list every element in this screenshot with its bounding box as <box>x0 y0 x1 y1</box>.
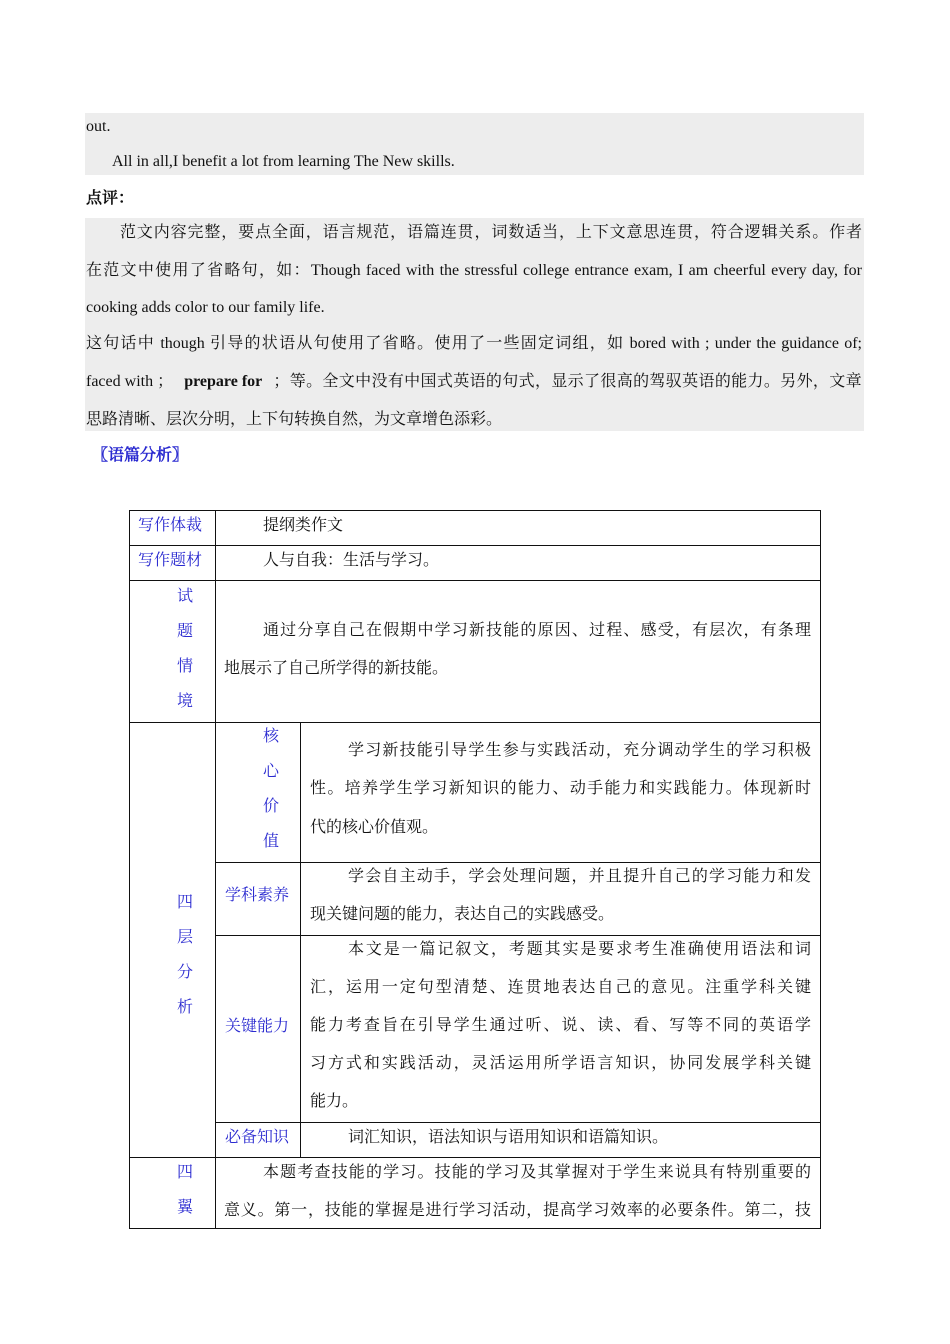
table-border-top <box>129 510 821 511</box>
four-layers-label-char: 析 <box>176 999 193 1016</box>
core-line-2: 性。培养学生学习新知识的能力、动手能力和实践能力。体现新时 <box>310 780 811 797</box>
core-label-char: 价 <box>262 798 279 815</box>
literacy-line-1: 学会自主动手，学会处理问题，并且提升自己的学习能力和发 <box>348 868 811 885</box>
comment-shade <box>85 218 864 431</box>
comment-line-5-bold: prepare for <box>184 373 263 390</box>
core-label-char: 值 <box>262 833 279 850</box>
core-line-1: 学习新技能引导学生参与实践活动，充分调动学生的学习积极 <box>348 742 811 759</box>
table-subrow-divider-2 <box>215 935 821 936</box>
comment-line-4: 这句话中 though 引导的状语从句使用了省略。使用了一些固定词组，如 bored with ; under the guidance of; <box>86 335 862 352</box>
genre-value: 提纲类作文 <box>263 517 344 534</box>
table-row-divider-4 <box>129 1157 821 1158</box>
comment-line-5-b: ；等。全文中没有中国式英语的句式，显示了很高的驾驭英语的能力。另外，文章 <box>273 373 862 390</box>
key-ability-label: 关键能力 <box>225 1018 290 1035</box>
table-border-left <box>129 510 130 1229</box>
theme-label: 写作题材 <box>138 552 203 569</box>
context-label-char: 题 <box>176 623 193 640</box>
essay-line-1: out. <box>86 118 111 135</box>
context-label-char: 试 <box>176 588 193 605</box>
literacy-label: 学科素养 <box>225 887 290 904</box>
core-line-3: 代的核心价值观。 <box>310 819 439 836</box>
comment-line-2: 在范文中使用了省略句，如：Though faced with the stressful college entrance exam, I am cheerful every day, for <box>86 262 862 279</box>
key-line-2: 汇，运用一定句型清楚、连贯地表达自己的意见。注重学科关键 <box>310 979 811 996</box>
table-row-divider-3 <box>129 722 821 723</box>
four-layers-label-char: 分 <box>176 964 193 981</box>
four-layers-label-char: 层 <box>176 929 193 946</box>
comment-line-1: 范文内容完整，要点全面，语言规范，语篇连贯，词数适当，上下文意思连贯，符合逻辑关系。作者 <box>120 224 862 241</box>
comment-line-6: 思路清晰、层次分明，上下句转换自然，为文章增色添彩。 <box>86 411 503 428</box>
key-line-4: 习方式和实践活动，灵活运用所学语言知识，协同发展学科关键 <box>310 1055 811 1072</box>
theme-value: 人与自我：生活与学习。 <box>263 552 440 569</box>
context-line-1: 通过分享自己在假期中学习新技能的原因、过程、感受，有层次，有条理 <box>263 622 811 639</box>
context-line-2: 地展示了自己所学得的新技能。 <box>224 660 449 677</box>
knowledge-value: 词汇知识，语法知识与语用知识和语篇知识。 <box>348 1129 669 1146</box>
table-row-divider-2 <box>129 580 821 581</box>
table-col-divider-2 <box>300 722 301 1158</box>
literacy-line-2: 现关键问题的能力，表达自己的实践感受。 <box>310 906 615 923</box>
table-row-divider-1 <box>129 545 821 546</box>
table-subrow-divider-3 <box>215 1122 821 1123</box>
four-layers-label-char: 四 <box>176 894 193 911</box>
knowledge-label: 必备知识 <box>225 1129 290 1146</box>
key-line-5: 能力。 <box>310 1093 359 1110</box>
wings-line-2: 意义。第一，技能的掌握是进行学习活动，提高学习效率的必要条件。第二，技 <box>224 1202 811 1219</box>
comment-line-5-a: faced with ； <box>86 373 174 390</box>
context-label-char: 情 <box>176 658 193 675</box>
core-label-char: 心 <box>262 763 279 780</box>
genre-label: 写作体裁 <box>138 517 203 534</box>
four-wings-label-char: 四 <box>176 1164 193 1181</box>
key-line-3: 能力考查旨在引导学生通过听、说、读、看、写等不同的英语学 <box>310 1017 811 1034</box>
table-subrow-divider-1 <box>215 862 821 863</box>
essay-line-2: All in all,I benefit a lot from learning The New skills. <box>112 153 455 170</box>
core-label-char: 核 <box>262 728 279 745</box>
table-border-bottom <box>129 1228 821 1229</box>
comment-heading: 点评： <box>86 190 135 207</box>
key-line-1: 本文是一篇记叙文，考题其实是要求考生准确使用语法和词 <box>348 941 811 958</box>
four-wings-label-char: 翼 <box>176 1199 193 1216</box>
comment-line-5 <box>86 372 862 392</box>
context-label-char: 境 <box>176 693 193 710</box>
comment-line-3: cooking adds color to our family life. <box>86 299 325 316</box>
wings-line-1: 本题考查技能的学习。技能的学习及其掌握对于学生来说具有特别重要的 <box>263 1164 811 1181</box>
analysis-heading: 〖语篇分析〗 <box>92 447 189 464</box>
